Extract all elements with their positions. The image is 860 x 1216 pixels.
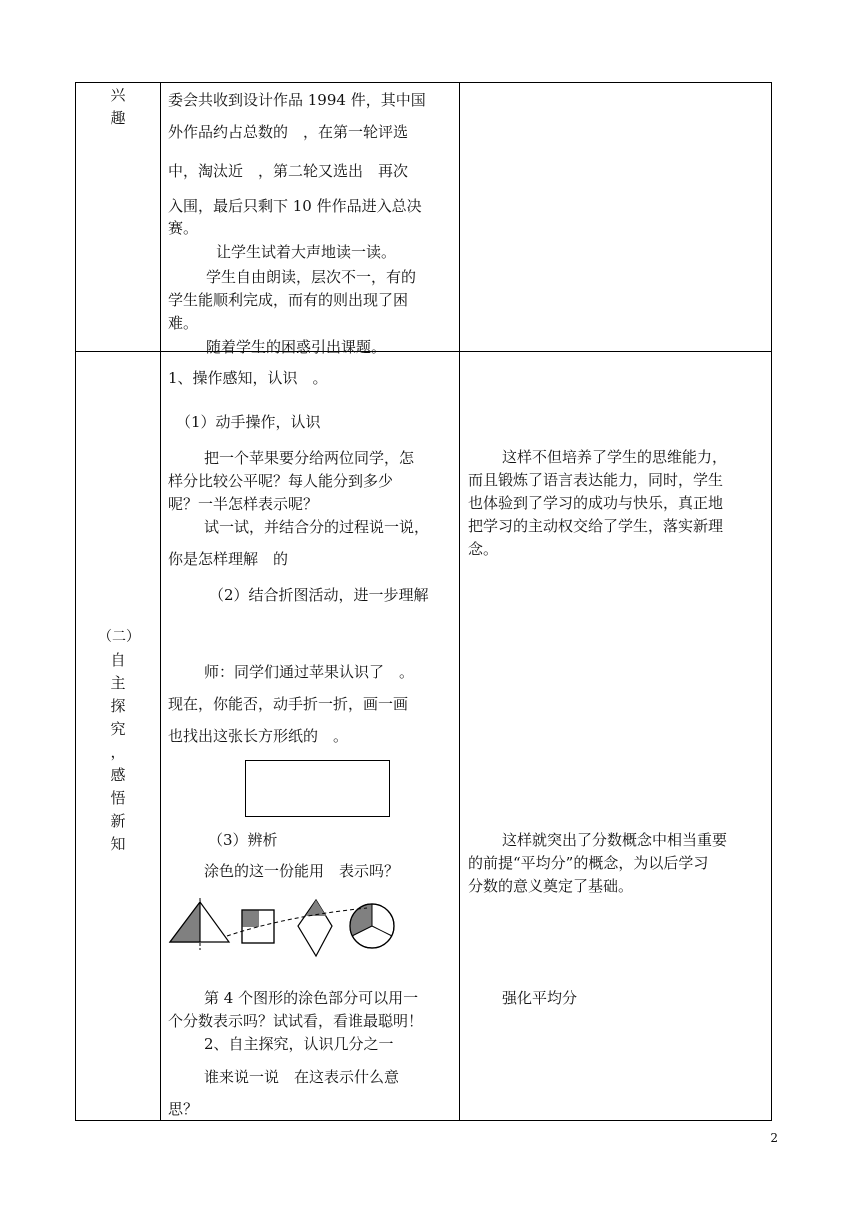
table-col-divider-1 (160, 82, 161, 1121)
note-line: 念。 (468, 540, 499, 558)
paragraph-line: 学生能顺利完成，而有的则出现了困 (168, 291, 409, 309)
stage-char: 新 (110, 812, 126, 830)
paragraph-line: 赛。 (168, 219, 199, 237)
paragraph-line: 涂色的这一份能用 表示吗？ (204, 862, 400, 880)
paragraph-line: 把一个苹果要分给两位同学，怎 (204, 449, 415, 467)
paragraph-line: （1）动手操作，认识 (176, 413, 321, 431)
paragraph-line: 第 4 个图形的涂色部分可以用一 (204, 989, 419, 1007)
paragraph-line: 外作品约占总数的 ，在第一轮评选 (168, 123, 409, 141)
paragraph-line: 随着学生的困惑引出课题。 (206, 338, 387, 356)
paragraph-line: 2、自主探究，认识几分之一 (204, 1035, 394, 1053)
note-line: 这样就突出了分数概念中相当重要 (502, 831, 728, 849)
table-left-border (75, 82, 76, 1121)
paragraph-line: 试一试，并结合分的过程说一说， (204, 518, 430, 536)
paragraph-line: 难。 (168, 314, 199, 332)
table-right-border (771, 82, 772, 1121)
stage-char: 悟 (110, 789, 126, 807)
paragraph-line: 让学生试着大声地读一读。 (216, 243, 397, 261)
paragraph-line: 1、操作感知，认识 。 (168, 369, 328, 387)
stage-char: 探 (110, 697, 126, 715)
paragraph-line: 呢？一半怎样表示呢？ (168, 495, 319, 513)
note-line: 强化平均分 (502, 989, 578, 1007)
triangle-shape (170, 898, 229, 950)
table-col-divider-2 (459, 82, 460, 1121)
stage-label-explore (98, 626, 138, 856)
stage-char: 兴 (110, 86, 126, 104)
paragraph-line: 样分比较公平呢？每人能分到多少 (168, 472, 394, 490)
paragraph-line: （3）辨析 (208, 831, 278, 849)
stage-char: 究 (110, 720, 126, 738)
table-row-divider (75, 351, 772, 352)
paragraph-line: 现在，你能否，动手折一折，画一画 (168, 695, 409, 713)
stage-char: 知 (110, 835, 126, 853)
paragraph-line: 也找出这张长方形纸的 。 (168, 727, 349, 745)
stage-label-interest (108, 84, 128, 130)
paragraph-line: 个分数表示吗？试试看，看谁最聪明！ (168, 1012, 424, 1030)
note-line: 把学习的主动权交给了学生，落实新理 (468, 517, 724, 535)
paragraph-line: （2）结合折图活动，进一步理解 (209, 586, 429, 604)
rectangle-paper-figure (245, 760, 390, 817)
shapes-figure (167, 898, 407, 958)
paragraph-line: 中，淘汰近 ，第二轮又选出 再次 (168, 162, 409, 180)
stage-char: 感 (110, 766, 126, 784)
table-top-border (75, 82, 772, 83)
paragraph-line: 谁来说一说 在这表示什么意 (204, 1068, 400, 1086)
paragraph-line: 师：同学们通过苹果认识了 。 (204, 663, 415, 681)
stage-char: 主 (110, 674, 126, 692)
stage-char: ， (110, 743, 126, 761)
page-number: 2 (770, 1131, 778, 1145)
note-line: 这样不但培养了学生的思维能力， (502, 448, 728, 466)
paragraph-line: 你是怎样理解 的 (168, 550, 289, 568)
stage-char: （二） (98, 629, 140, 645)
note-line: 也体验到了学习的成功与快乐，真正地 (468, 494, 724, 512)
square-shape (242, 910, 274, 943)
paragraph-line: 入围，最后只剩下 10 件作品进入总决 (168, 197, 422, 215)
paragraph-line: 思？ (168, 1100, 199, 1118)
rhombus-shape (298, 900, 332, 956)
stage-char: 自 (110, 651, 126, 669)
note-line: 分数的意义奠定了基础。 (468, 877, 634, 895)
paragraph-line: 委会共收到设计作品 1994 件，其中国 (168, 91, 426, 109)
paragraph-line: 学生自由朗读，层次不一，有的 (206, 268, 417, 286)
note-line: 而且锻炼了语言表达能力，同时，学生 (468, 471, 724, 489)
stage-char: 趣 (110, 109, 126, 127)
circle-shape (350, 904, 394, 948)
note-line: 的前提“平均分”的概念，为以后学习 (468, 854, 709, 872)
